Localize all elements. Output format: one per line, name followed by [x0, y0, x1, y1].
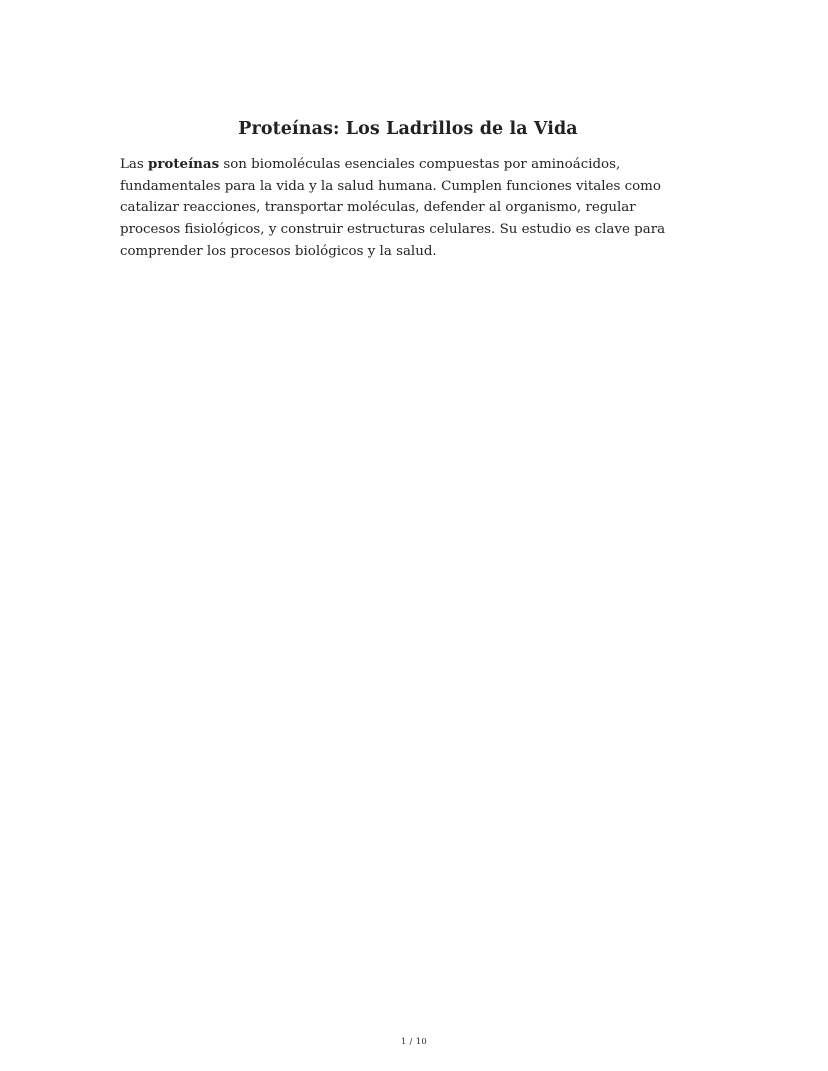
document-body [120, 118, 696, 263]
paragraph-emphasis: proteínas [148, 155, 220, 172]
page-title: Proteínas: Los Ladrillos de la Vida [238, 119, 578, 139]
page-number-indicator: 1 / 10 [400, 1037, 428, 1047]
paragraph-lead: Las [120, 156, 149, 172]
paragraph-rest: son biomoléculas esenciales compuestas por aminoácidos, fundamentales para la vida y la salud humana. Cumplen funciones vitales como catalizar reacciones, transportar moléculas, defender al organismo, regular procesos fisiológicos, y construir estructuras celulares. Su estudio es clave para comprender los procesos biológicos y la salud. [120, 156, 666, 260]
intro-paragraph [120, 154, 696, 263]
